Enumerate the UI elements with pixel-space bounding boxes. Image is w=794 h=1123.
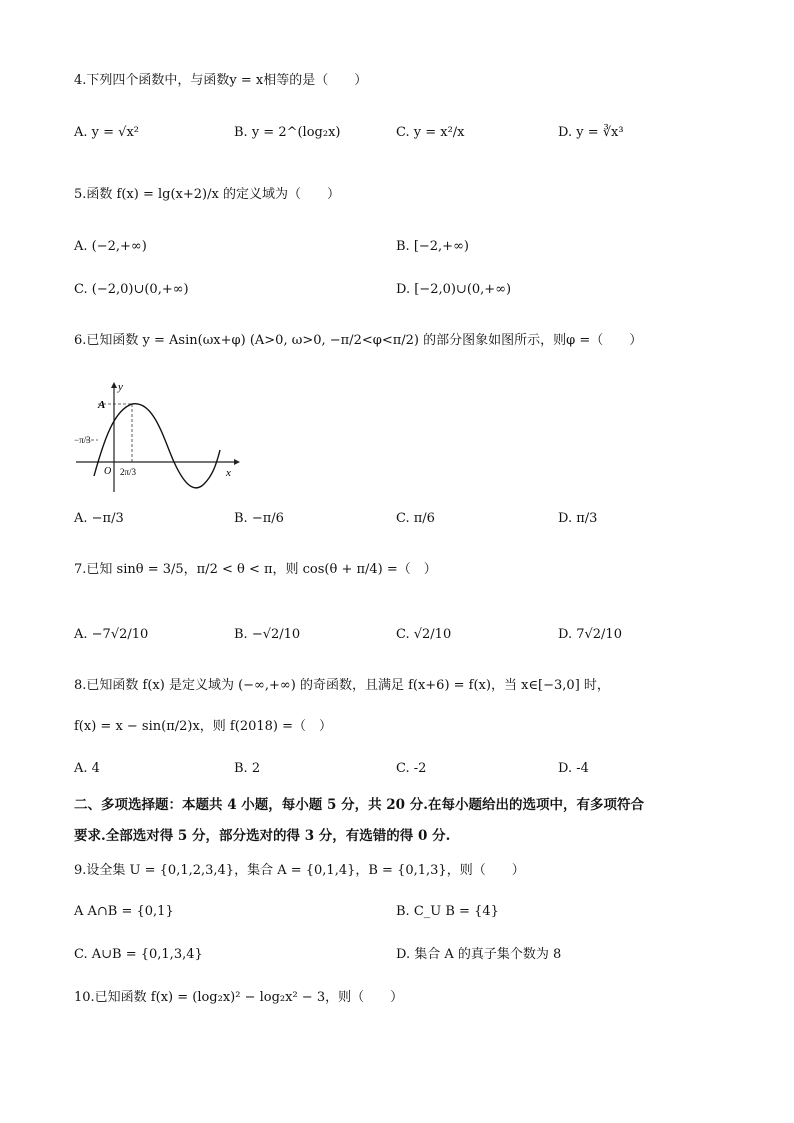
q5-option-d: D. [−2,0)∪(0,+∞) (396, 282, 512, 297)
y-axis-arrow (111, 382, 117, 388)
pos-tick-label: 2π/3 (120, 467, 137, 477)
q9-option-b: B. C_U B = {4} (396, 904, 499, 919)
q7-option-a: A. −7√2/10 (74, 627, 149, 642)
sine-curve (94, 404, 220, 488)
q8-option-c: C. -2 (396, 761, 427, 776)
q9-stem: 9.设全集 U = {0,1,2,3,4}，集合 A = {0,1,4}，B = {0,1,3}，则（ ） (74, 863, 525, 878)
q8-stem-line1: 8.已知函数 f(x) 是定义域为 (−∞,+∞) 的奇函数，且满足 f(x+6) = f(x)，当 x∈[−3,0] 时， (74, 678, 610, 693)
q4-option-a: A. y = √x² (74, 125, 139, 140)
section2-heading-line1: 二、多项选择题：本题共 4 小题，每小题 5 分，共 20 分.在每小题给出的选项中，有多项符合 (74, 797, 644, 813)
q9-option-c: C. A∪B = {0,1,3,4} (74, 947, 203, 962)
q5-stem: 5.函数 f(x) = lg(x+2)/x 的定义域为（ ） (74, 187, 340, 202)
q4-option-c: C. y = x²/x (396, 125, 465, 140)
section2-heading-line2: 要求.全部选对得 5 分，部分选对的得 3 分，有选错的得 0 分. (74, 828, 451, 844)
q7-stem: 7.已知 sinθ = 3/5，π/2 < θ < π，则 cos(θ + π/4) =（ ） (74, 562, 437, 577)
q6-option-a: A. −π/3 (74, 511, 124, 526)
q9-option-a: A A∩B = {0,1} (74, 904, 174, 919)
x-axis-arrow (234, 459, 240, 465)
amplitude-label: A (98, 399, 106, 411)
q8-stem-line2: f(x) = x − sin(π/2)x，则 f(2018) =（ ） (74, 719, 333, 734)
q6-stem: 6.已知函数 y = Asin(ωx+φ) (A>0, ω>0, −π/2<φ<π/2) 的部分图象如图所示，则φ =（ ） (74, 333, 643, 348)
y-axis-label: y (118, 381, 123, 393)
q7-option-d: D. 7√2/10 (558, 627, 622, 642)
neg-tick-label: −π/3 (74, 435, 91, 445)
q5-option-a: A. (−2,+∞) (74, 239, 147, 254)
q5-option-c: C. (−2,0)∪(0,+∞) (74, 282, 189, 297)
q8-option-a: A. 4 (74, 761, 100, 776)
x-axis-label: x (226, 467, 231, 479)
q4-option-d: D. y = ∛x³ (558, 125, 624, 140)
q6-option-d: D. π/3 (558, 511, 598, 526)
q7-option-b: B. −√2/10 (234, 627, 301, 642)
q8-option-d: D. -4 (558, 761, 589, 776)
q4-stem: 4.下列四个函数中，与函数y = x相等的是（ ） (74, 73, 368, 88)
q4-option-b: B. y = 2^(log₂x) (234, 125, 341, 140)
origin-label: O (104, 466, 112, 477)
q10-stem: 10.已知函数 f(x) = (log₂x)² − log₂x² − 3，则（ ） (74, 990, 404, 1005)
q7-option-c: C. √2/10 (396, 627, 452, 642)
sine-graph-figure (74, 380, 244, 495)
q9-option-d: D. 集合 A 的真子集个数为 8 (396, 947, 562, 962)
q5-option-b: B. [−2,+∞) (396, 239, 469, 254)
q8-option-b: B. 2 (234, 761, 261, 776)
q6-option-c: C. π/6 (396, 511, 435, 526)
q6-option-b: B. −π/6 (234, 511, 284, 526)
